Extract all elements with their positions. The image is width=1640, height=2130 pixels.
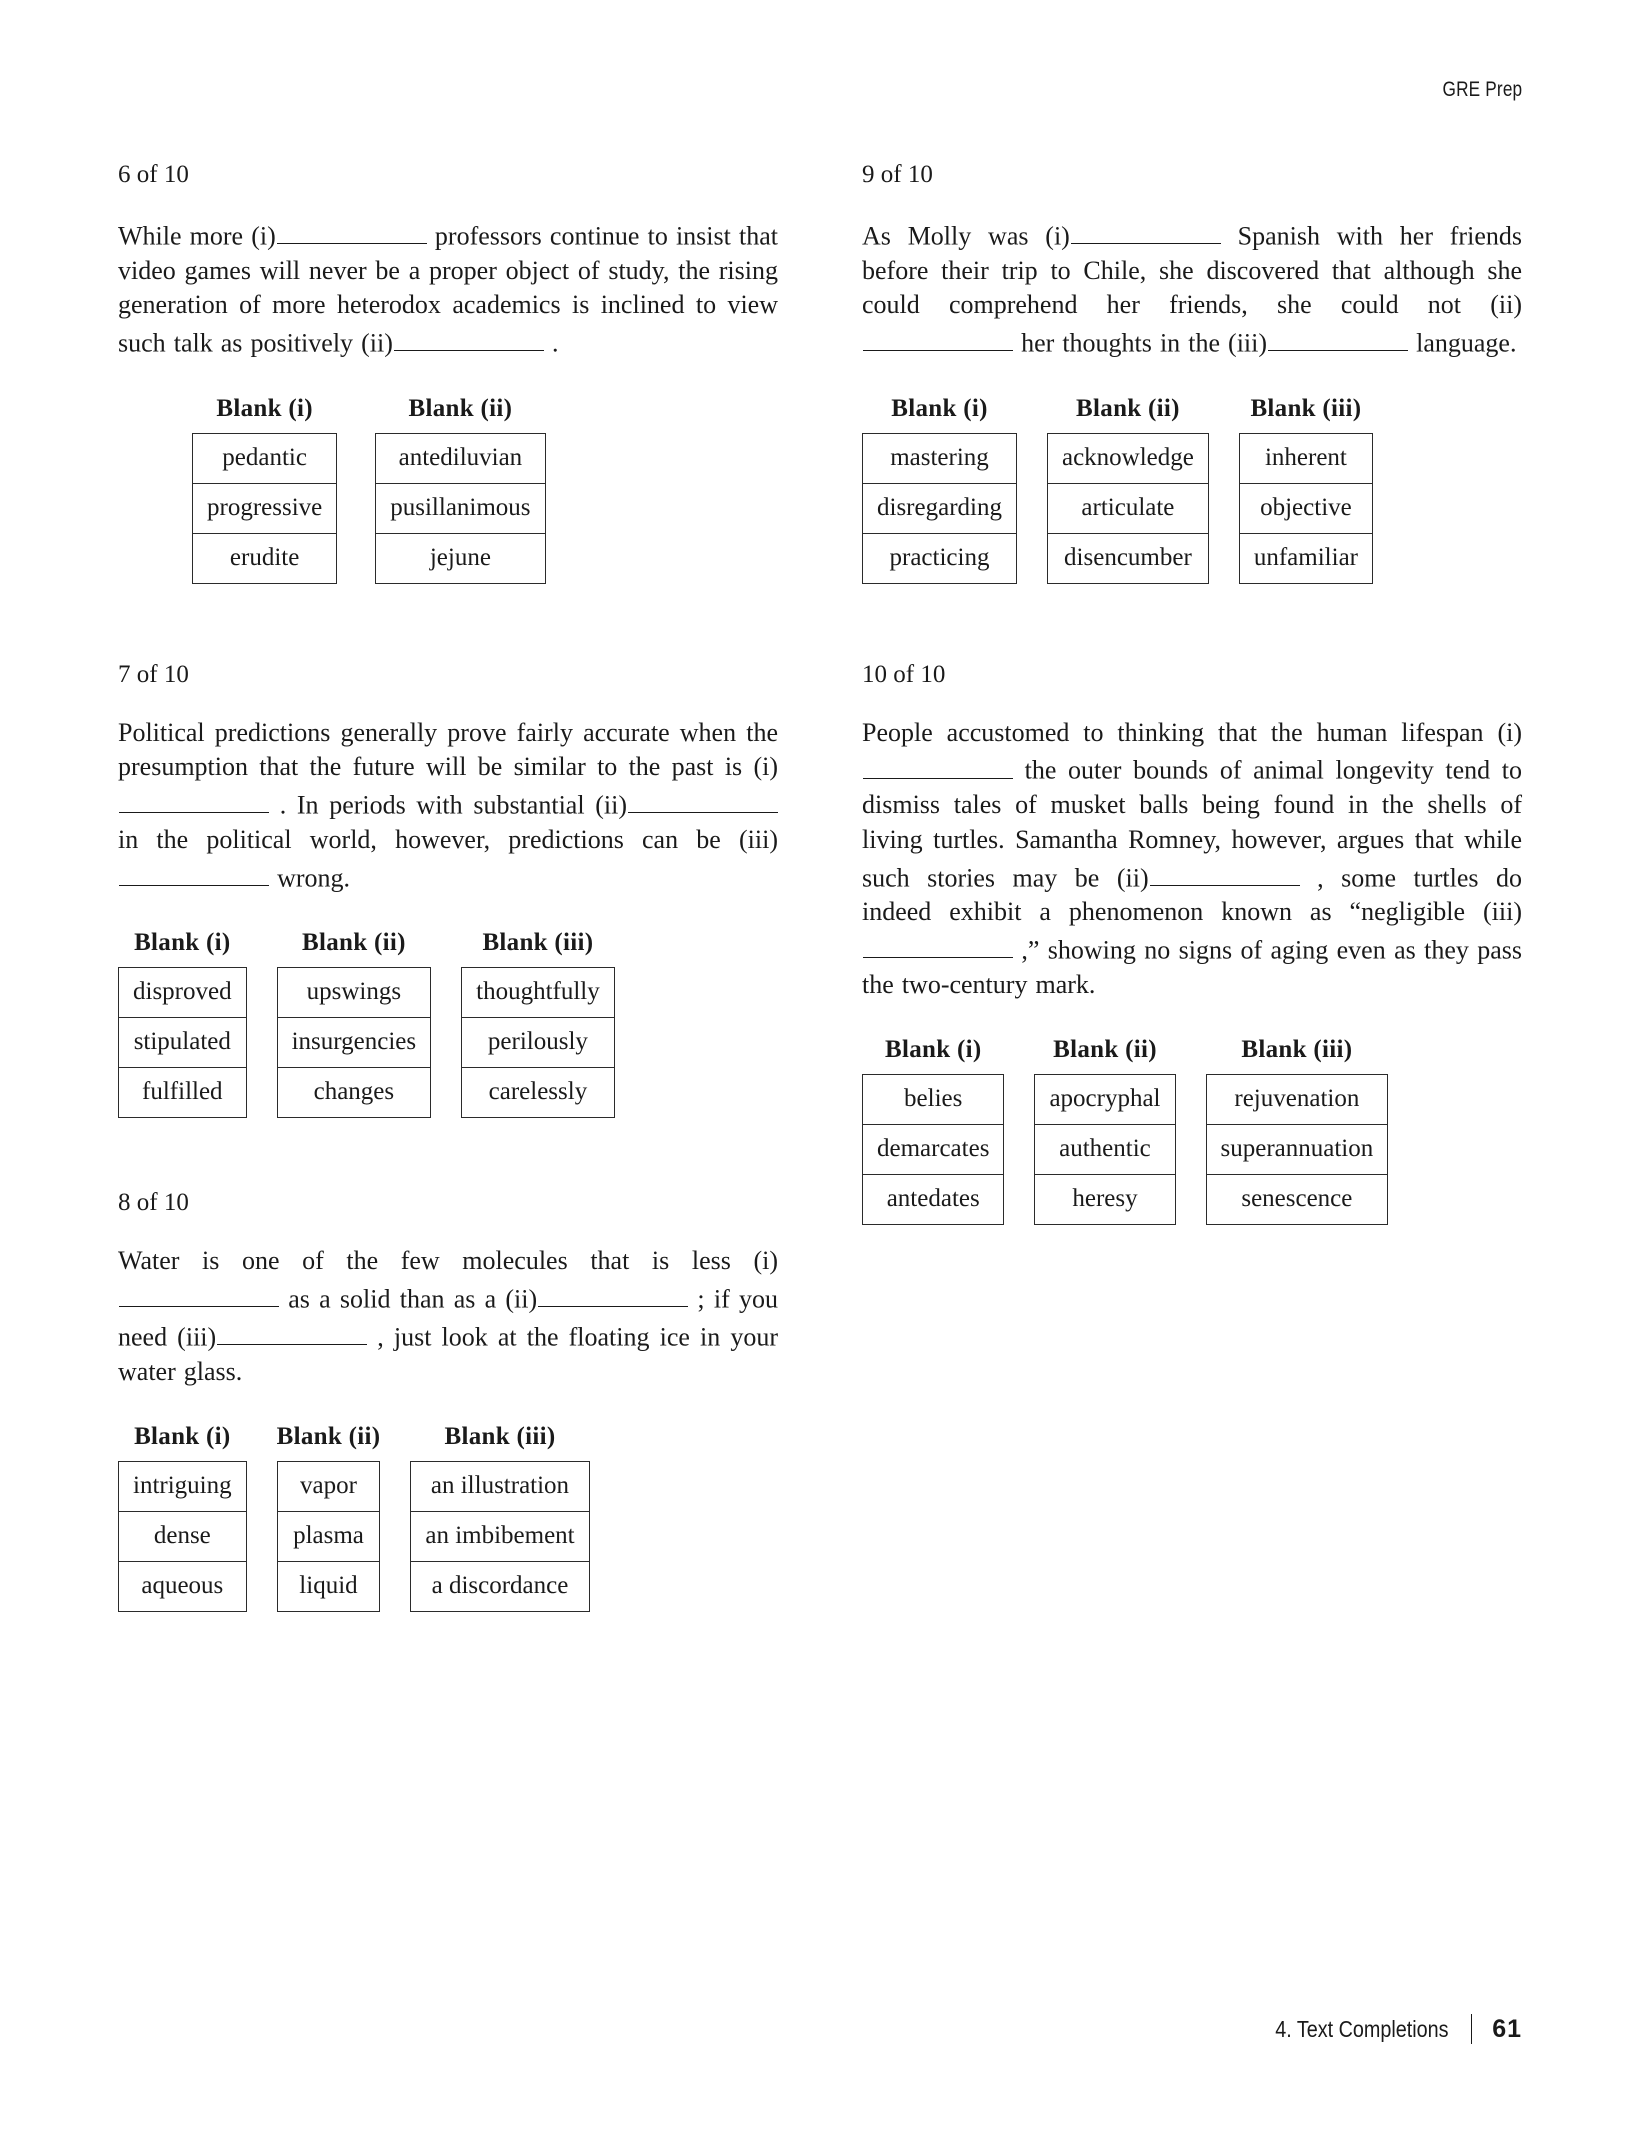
choice-tables — [862, 395, 1522, 584]
question-text — [118, 716, 778, 895]
choice-option[interactable]: unfamiliar — [1240, 533, 1372, 583]
choice-option[interactable]: rejuvenation — [1234, 1085, 1360, 1113]
question-number: 8 of 10 — [118, 1189, 189, 1217]
choice-table — [118, 1461, 247, 1612]
question-block-8 — [118, 1188, 778, 1612]
answer-blank-iii[interactable] — [217, 1317, 367, 1345]
choice-option[interactable]: objective — [1240, 483, 1372, 533]
question-number: 6 of 10 — [118, 161, 189, 188]
question-text-part: language. — [1416, 328, 1517, 358]
question-text-part: As Molly was (i) — [862, 221, 1070, 251]
choice-option[interactable]: aqueous — [119, 1561, 246, 1611]
question-text-part: Water is one of the few molecules that is less (i) — [118, 1246, 778, 1276]
choice-table-blank-i — [118, 1423, 247, 1612]
choice-option[interactable]: stipulated — [119, 1017, 246, 1067]
question-text-part: Spanish with her friends before their trip to Chile, she discovered that although she could comprehend her friends, she could not (ii) — [862, 221, 1522, 320]
choice-option[interactable]: intriguing — [133, 1472, 232, 1500]
question-block-10 — [862, 660, 1522, 1226]
choice-table — [1206, 1074, 1389, 1225]
column-left — [118, 160, 778, 1612]
answer-blank-i[interactable] — [863, 750, 1013, 778]
choice-option[interactable]: vapor — [300, 1472, 357, 1500]
answer-blank-i[interactable] — [277, 216, 427, 244]
choice-option[interactable]: disencumber — [1048, 533, 1208, 583]
choice-table-header: Blank (ii) — [1053, 1036, 1157, 1064]
choice-table-blank-iii — [461, 929, 615, 1118]
choice-table-header: Blank (iii) — [444, 1423, 556, 1451]
choice-option[interactable]: a discordance — [411, 1561, 588, 1611]
choice-option[interactable]: erudite — [193, 533, 336, 583]
question-text-part: professors continue to insist that video games will never be a proper object of study, the rising generation of more heterodox academics is inclined to view such talk as positively (ii) — [118, 221, 778, 358]
choice-table — [1047, 433, 1209, 584]
choice-option[interactable]: changes — [278, 1067, 431, 1117]
footer-chapter-label: 4. Text Completions — [1275, 2015, 1449, 2042]
answer-blank-ii[interactable] — [863, 323, 1013, 351]
choice-table-blank-ii — [1047, 395, 1209, 584]
question-text-part: in the political world, however, predictions can be (iii) — [118, 824, 778, 854]
choice-table-blank-i — [862, 395, 1017, 584]
choice-table-blank-iii — [1206, 1036, 1389, 1225]
page-footer — [1247, 2014, 1522, 2044]
answer-blank-i[interactable] — [119, 785, 269, 813]
choice-option[interactable]: disproved — [133, 978, 232, 1006]
choice-option[interactable]: an illustration — [430, 1472, 570, 1500]
spacer — [118, 1118, 778, 1188]
choice-table-blank-ii — [277, 1423, 381, 1612]
question-text-part: People accustomed to thinking that the human lifespan (i) — [862, 717, 1522, 747]
choice-option[interactable]: thoughtfully — [476, 978, 600, 1006]
choice-option[interactable]: practicing — [863, 533, 1016, 583]
answer-blank-iii[interactable] — [863, 930, 1013, 958]
choice-option[interactable]: inherent — [1264, 443, 1347, 471]
question-number: 7 of 10 — [118, 660, 189, 688]
choice-option[interactable]: upswings — [306, 978, 402, 1006]
choice-table-header: Blank (iii) — [1250, 394, 1362, 422]
choice-table — [862, 433, 1017, 584]
question-text-part: her thoughts in the (iii) — [1021, 328, 1268, 358]
question-text — [118, 216, 778, 361]
choice-table-header: Blank (ii) — [302, 929, 406, 957]
choice-option[interactable]: antediluvian — [398, 443, 523, 471]
question-text-part: the outer bounds of animal longevity tend to dismiss tales of musket balls being found in the shells of living turtles. Samantha Romney, however, argues that while such stories may be (ii) — [862, 755, 1522, 892]
choice-option[interactable]: carelessly — [462, 1067, 614, 1117]
choice-tables — [862, 1036, 1522, 1225]
question-number: 9 of 10 — [862, 161, 933, 188]
choice-option[interactable]: plasma — [278, 1511, 380, 1561]
question-text — [862, 216, 1522, 361]
choice-option[interactable]: superannuation — [1207, 1124, 1388, 1174]
column-right — [862, 160, 1522, 1612]
question-block-7 — [118, 660, 778, 1118]
spacer — [862, 584, 1522, 660]
choice-tables — [118, 1423, 778, 1612]
answer-blank-ii[interactable] — [628, 785, 778, 813]
choice-table-header: Blank (i) — [134, 1423, 231, 1451]
choice-option[interactable]: perilously — [462, 1017, 614, 1067]
choice-option[interactable]: heresy — [1035, 1174, 1174, 1224]
choice-table — [277, 967, 432, 1118]
choice-option[interactable]: jejune — [376, 533, 544, 583]
choice-option[interactable]: disregarding — [863, 483, 1016, 533]
question-text-part: While more (i) — [118, 221, 276, 251]
choice-table — [1239, 433, 1373, 584]
question-text-part: . In periods with substantial (ii) — [279, 790, 627, 820]
question-text-part: , just look at the floating ice in your water glass. — [118, 1322, 778, 1386]
question-text-part: wrong. — [277, 862, 350, 892]
choice-table-header: Blank (i) — [216, 394, 313, 422]
choice-table — [461, 967, 615, 1118]
choice-option[interactable]: apocryphal — [1049, 1085, 1161, 1113]
choice-tables — [118, 395, 778, 584]
question-text-part: Political predictions generally prove fairly accurate when the presumption that the future will be similar to the past is (i) — [118, 717, 778, 782]
question-block-9 — [862, 160, 1522, 584]
question-text — [862, 716, 1522, 1003]
page-number: 61 — [1492, 2014, 1522, 2043]
choice-table-header: Blank (i) — [134, 929, 231, 957]
choice-option[interactable]: pusillanimous — [376, 483, 544, 533]
choice-option[interactable]: liquid — [278, 1561, 380, 1611]
choice-option[interactable]: senescence — [1207, 1174, 1388, 1224]
answer-blank-ii[interactable] — [538, 1279, 688, 1307]
choice-option[interactable]: fulfilled — [119, 1067, 246, 1117]
answer-blank-ii[interactable] — [1150, 858, 1300, 886]
choice-option[interactable]: mastering — [890, 443, 989, 471]
choice-table — [277, 1461, 381, 1612]
choice-table-blank-iii — [1239, 395, 1373, 584]
answer-blank-i[interactable] — [119, 1279, 279, 1307]
choice-option[interactable]: authentic — [1035, 1124, 1174, 1174]
choice-option[interactable]: pedantic — [222, 443, 307, 471]
question-text-part: as a solid than as a (ii) — [288, 1284, 538, 1314]
question-block-6 — [118, 160, 778, 584]
question-number: 10 of 10 — [862, 660, 946, 688]
choice-option[interactable]: belies — [904, 1085, 963, 1113]
choice-table-header: Blank (i) — [891, 394, 988, 422]
question-text-part: ; if you need (iii) — [118, 1284, 779, 1352]
choice-option[interactable]: antedates — [863, 1174, 1003, 1224]
running-head: GRE Prep — [1442, 78, 1522, 101]
choice-table-header: Blank (ii) — [1076, 394, 1180, 422]
question-text — [118, 1244, 778, 1389]
choice-tables — [118, 929, 778, 1118]
choice-table-header: Blank (ii) — [276, 1423, 381, 1451]
choice-option[interactable]: demarcates — [863, 1124, 1003, 1174]
choice-option[interactable]: dense — [119, 1511, 246, 1561]
choice-table-blank-i — [862, 1036, 1004, 1225]
choice-table-blank-i — [118, 929, 247, 1118]
choice-table-blank-ii — [277, 929, 432, 1118]
choice-option[interactable]: insurgencies — [278, 1017, 431, 1067]
choice-option[interactable]: articulate — [1048, 483, 1208, 533]
choice-table-blank-i — [192, 395, 337, 584]
footer-divider — [1471, 2014, 1473, 2044]
choice-table — [410, 1461, 589, 1612]
choice-table — [192, 433, 337, 584]
two-column-body — [118, 160, 1522, 1612]
answer-blank-i[interactable] — [1071, 216, 1221, 244]
choice-table-blank-ii — [1034, 1036, 1175, 1225]
answer-blank-iii[interactable] — [1268, 323, 1408, 351]
choice-table-blank-iii — [410, 1423, 589, 1612]
question-text-part: , some turtles do indeed exhibit a phenomenon known as “negligible (iii) — [862, 862, 1522, 927]
answer-blank-ii[interactable] — [394, 323, 544, 351]
choice-table-header: Blank (iii) — [482, 929, 594, 957]
answer-blank-iii[interactable] — [119, 858, 269, 886]
choice-table-header: Blank (i) — [884, 1036, 982, 1064]
choice-table-blank-ii — [375, 395, 545, 584]
choice-option[interactable]: acknowledge — [1061, 443, 1194, 471]
choice-table — [118, 967, 247, 1118]
spacer — [118, 584, 778, 660]
choice-table — [1034, 1074, 1175, 1225]
question-text-part: ,” showing no signs of aging even as they pass the two-century mark. — [862, 935, 1523, 999]
choice-option[interactable]: an imbibement — [411, 1511, 588, 1561]
question-text-part: . — [551, 328, 559, 358]
choice-table — [862, 1074, 1004, 1225]
choice-option[interactable]: progressive — [193, 483, 336, 533]
choice-table — [375, 433, 545, 584]
choice-table-header: Blank (iii) — [1241, 1036, 1353, 1064]
choice-table-header: Blank (ii) — [408, 394, 513, 422]
